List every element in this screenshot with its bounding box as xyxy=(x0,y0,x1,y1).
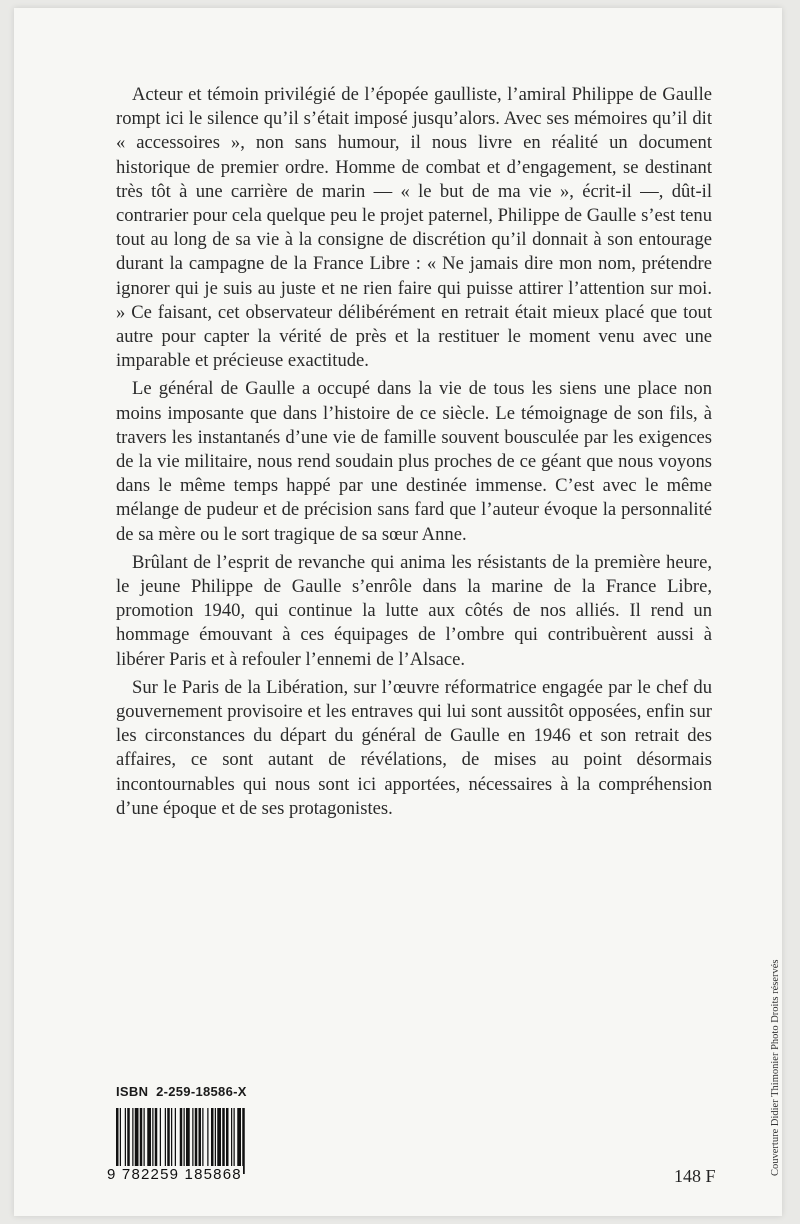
barcode-bar xyxy=(237,1108,241,1166)
barcode-bar xyxy=(217,1108,221,1166)
barcode-bar xyxy=(199,1108,202,1166)
barcode-bar xyxy=(144,1108,145,1166)
barcode-bar xyxy=(186,1108,190,1166)
barcode-bar xyxy=(160,1108,161,1166)
barcode-bar xyxy=(125,1108,126,1166)
barcode xyxy=(106,1104,274,1184)
barcode-bar xyxy=(215,1108,216,1166)
barcode-bar xyxy=(167,1108,170,1166)
barcode-bar xyxy=(165,1108,166,1166)
barcode-bar xyxy=(202,1108,203,1166)
barcode-bar xyxy=(180,1108,183,1174)
barcode-bar xyxy=(140,1108,143,1166)
barcode-bar xyxy=(234,1108,235,1166)
paragraph-1: Acteur et témoin privilégié de l’épopée gaulliste, l’amiral Philippe de Gaulle rompt ici le silence qu’il s’était imposé jusqu’alors. Avec ses mémoires qu’il dit « accessoires », non sans humour, il nous livre en réalité un document historique de premier ordre. Homme de combat et d’engagement, se destinant très tôt à une carrière de marin — « le but de ma vie », écrit-il —, dût-il contrarier pour cela quelque peu le projet paternel, Philippe de Gaulle s’est tenu tout au long de sa vie à la consigne de discrétion qu’il donnait à son entourage durant la campagne de la France Libre : « Ne jamais dire mon nom, prétendre ignorer qui je suis au juste et ne rien faire qui puisse attirer l’attention sur moi. » Ce faisant, cet observateur délibérément en retrait était mieux placé que tout autre pour capter la vérité de près et la restituer le moment venu avec une imparable et précieuse exactitude. xyxy=(116,84,712,372)
barcode-bar xyxy=(152,1108,153,1166)
barcode-bar xyxy=(184,1108,185,1166)
price: 148 F xyxy=(674,1166,716,1186)
barcode-bar xyxy=(231,1108,232,1166)
barcode-bar xyxy=(195,1108,198,1166)
blurb xyxy=(116,83,712,825)
paragraph-4: Sur le Paris de la Libération, sur l’œuvre réformatrice engagée par le chef du gouvernement provisoire et les entraves qui lui sont aussitôt opposées, enfin sur les circonstances du départ du général de Gaulle en 1946 et son retrait des affaires, ce sont autant de révélations, de mises au point désormais incontournables qui nous sont ici apportées, nécessaires à la compréhension d’une époque et de ses protagonistes. xyxy=(116,676,712,819)
back-cover xyxy=(14,8,782,1216)
barcode-bar xyxy=(155,1108,158,1166)
barcode-bar xyxy=(211,1108,214,1166)
barcode-bar xyxy=(175,1108,176,1166)
barcode-bar xyxy=(132,1108,133,1166)
paragraph-2: Le général de Gaulle a occupé dans la vie de tous les siens une place non moins imposante que dans l’histoire de ce siècle. Le témoignage de son fils, à travers les instantanés d’une vie de famille souvent bousculée par les exigences de la vie militaire, nous rend soudain plus proches de ce géant que nous voyons dans le même temps happé par une destinée immense. C’est avec le même mélange de pudeur et de précision sans fard que l’auteur évoque la personnalité de sa mère ou le sort tragique de sa sœur Anne. xyxy=(116,378,712,545)
barcode-bar xyxy=(116,1108,119,1174)
barcode-bar xyxy=(120,1108,121,1174)
barcode-bar xyxy=(127,1108,130,1166)
barcode-bar xyxy=(226,1108,229,1166)
barcode-bar xyxy=(192,1108,193,1166)
barcode-bar xyxy=(171,1108,172,1166)
paragraph-3: Brûlant de l’esprit de revanche qui anima les résistants de la première heure, le jeune Philippe de Gaulle s’enrôle dans la marine de la France Libre, promotion 1940, qui continue la lutte aux côtés de nos alliés. Il rend un hommage émouvant à ces équipages de l’ombre qui contribuèrent aussi à libérer Paris et à refouler l’ennemi de l’Alsace. xyxy=(116,551,712,670)
barcode-bar xyxy=(207,1108,208,1166)
photo-credit: Couverture Didier Thimonier Photo Droits réservés xyxy=(770,959,781,1176)
barcode-bar xyxy=(242,1108,245,1174)
barcode-bar xyxy=(135,1108,139,1166)
isbn-label: ISBN 2-259-18586-X xyxy=(116,1084,247,1099)
barcode-bar xyxy=(147,1108,151,1166)
barcode-bar xyxy=(222,1108,225,1166)
barcode-digits: 9 782259 185868 xyxy=(107,1166,242,1183)
